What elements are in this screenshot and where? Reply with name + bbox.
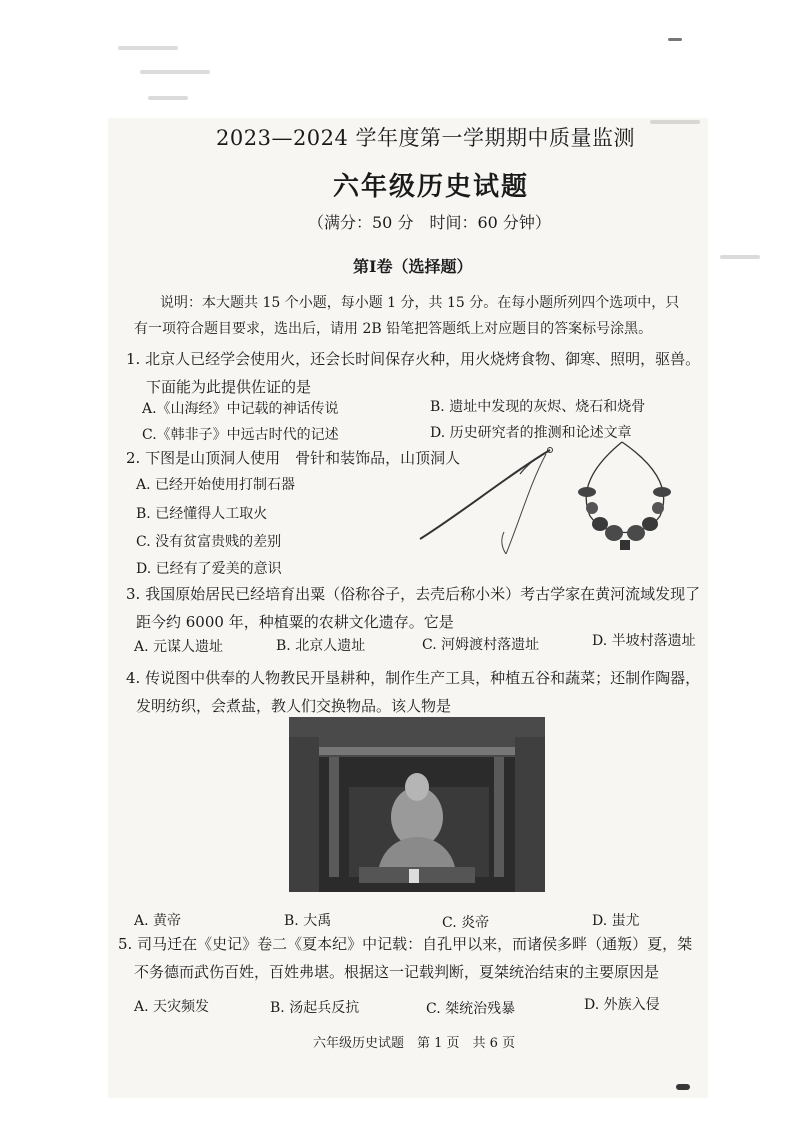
question-stem-line: 距今约 6000 年，种植粟的农耕文化遗存。它是	[136, 613, 454, 631]
exam-meta: （满分：50 分 时间：60 分钟）	[308, 213, 551, 232]
answer-option: C. 炎帝	[442, 915, 490, 931]
question-stem-line: 5. 司马迁在《史记》卷二《夏本纪》中记载：自孔甲以来，而诸侯多畔（通叛）夏，桀	[118, 935, 693, 953]
instructions-line: 有一项符合题目要求，选出后，请用 2B 铅笔把答题纸上对应题目的答案标号涂黑。	[134, 321, 653, 337]
bleed-mark	[650, 120, 700, 124]
page-footer: 六年级历史试题 第 1 页 共 6 页	[313, 1036, 516, 1051]
answer-option: A. 黄帝	[134, 913, 182, 929]
bleed-mark	[148, 96, 188, 100]
corner-mark	[668, 38, 682, 41]
question-stem-line: 2. 下图是山顶洞人使用 骨针和装饰品，山顶洞人	[126, 449, 461, 467]
answer-option: A. 元谋人遗址	[134, 639, 224, 655]
exam-header: 2023—2024 学年度第一学期期中质量监测	[216, 126, 636, 150]
answer-option: D. 外族入侵	[584, 997, 660, 1013]
answer-option: C. 河姆渡村落遗址	[422, 637, 540, 653]
bleed-mark	[140, 70, 210, 74]
answer-option: A. 天灾频发	[134, 999, 210, 1015]
question-stem-line: 发明纺织，会煮盐，教人们交换物品。该人物是	[136, 697, 452, 715]
question-stem-line: 1. 北京人已经学会使用火，还会长时间保存火种，用火烧烤食物、御寒、照明，驱兽。	[126, 350, 701, 368]
question-1-stem	[126, 345, 700, 401]
answer-option: B. 遗址中发现的灰烬、烧石和烧骨	[430, 399, 646, 415]
statue-photo-image	[289, 717, 545, 892]
answer-option: B. 大禹	[284, 913, 332, 929]
page-title: 六年级历史试题	[333, 172, 530, 202]
answer-option: C. 没有贫富贵贱的差别	[136, 534, 282, 550]
question-stem-line: 4. 传说图中供奉的人物教民开垦耕种，制作生产工具，种植五谷和蔬菜；还制作陶器，	[126, 669, 701, 687]
instructions	[134, 290, 679, 342]
bleed-mark	[720, 255, 760, 259]
scan-artifact	[676, 1084, 690, 1090]
answer-option: D. 历史研究者的推测和论述文章	[430, 425, 632, 441]
statue-photo	[289, 717, 545, 892]
bleed-mark	[118, 46, 178, 50]
question-4-stem	[126, 664, 700, 720]
question-stem-line: 不务德而武伤百姓，百姓弗堪。根据这一记载判断，夏桀统治结束的主要原因是	[134, 963, 660, 981]
answer-option: C.《韩非子》中远古时代的记述	[142, 427, 339, 443]
answer-option: D. 半坡村落遗址	[592, 633, 696, 649]
answer-option: B. 北京人遗址	[276, 638, 366, 654]
answer-option: D. 蚩尤	[592, 913, 640, 929]
question-3-stem	[126, 580, 700, 636]
bone-needle-illustration	[410, 444, 560, 559]
instructions-line: 说明：本大题共 15 个小题，每小题 1 分，共 15 分。在每小题所列四个选项中，只	[160, 295, 680, 311]
section-title: 第Ⅰ卷（选择题）	[353, 257, 473, 276]
question-stem-line: 下面能为此提供佐证的是	[146, 378, 312, 396]
answer-option: C. 桀统治残暴	[426, 1001, 516, 1017]
answer-option: B. 已经懂得人工取火	[136, 506, 268, 522]
answer-option: B. 汤起兵反抗	[270, 1000, 360, 1016]
answer-option: D. 已经有了爱美的意识	[136, 561, 282, 577]
answer-option: A.《山海经》中记载的神话传说	[142, 401, 339, 417]
question-5-stem	[118, 930, 692, 986]
answer-option: A. 已经开始使用打制石器	[136, 477, 296, 493]
necklace-illustration	[570, 438, 680, 558]
question-stem-line: 3. 我国原始居民已经培育出粟（俗称谷子，去壳后称小米）考古学家在黄河流域发现了	[126, 585, 701, 603]
